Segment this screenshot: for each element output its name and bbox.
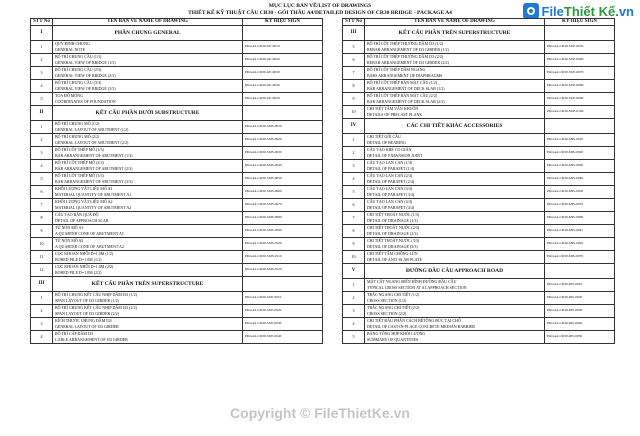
row-number: 4 <box>31 159 53 172</box>
drawing-name-cell <box>53 211 243 224</box>
section-title: PHẦN CHUNG GENERAL <box>53 25 243 40</box>
row-number: 4 <box>31 330 53 343</box>
drawing-code: PKGA4-CR30-SUB-0090 <box>243 224 323 237</box>
drawing-name-vn: KÍCH THƯỚC CHUNG DẦM I33 <box>55 318 112 323</box>
drawing-name-cell <box>365 330 545 343</box>
drawing-name-cell <box>53 263 243 276</box>
drawing-name-cell <box>53 120 243 133</box>
drawing-name-en: REBAR ARRANGEMENT OF I33 GIRDER (2/2) <box>367 59 449 65</box>
drawing-name-en: GENERAL LAYOUT OF ABUTMENT (2/2) <box>55 139 129 145</box>
drawing-name-en: CROSS SECTION (1/2) <box>367 297 407 303</box>
drawing-name-en: DETAIL OF DRAINAGE (2/3) <box>367 230 418 236</box>
section-code-cell <box>545 25 615 40</box>
drawing-code: PKGA4-CR30-SUB-0080 <box>243 211 323 224</box>
drawing-list-table-left <box>30 18 323 344</box>
drawing-name-vn: CHI TIẾT GỐI CẦU <box>367 134 401 139</box>
table-row <box>31 120 323 133</box>
drawing-name-vn: CHI TIẾT TẤM CHỐNG LÚN <box>367 251 418 256</box>
row-number: 7 <box>343 211 365 224</box>
drawing-name-cell <box>365 317 545 330</box>
row-number: 1 <box>31 40 53 53</box>
drawing-name-cell <box>365 105 545 118</box>
row-number: 4 <box>343 317 365 330</box>
drawing-code: PKGA4-CR30-GE-0040 <box>243 79 323 92</box>
row-number: 2 <box>31 133 53 146</box>
drawing-code: PKGA4-CR30-SUB-0030 <box>243 146 323 159</box>
table-row <box>343 53 615 66</box>
drawing-name-cell <box>365 133 545 146</box>
table-row <box>31 304 323 317</box>
drawing-name-cell <box>365 278 545 291</box>
drawing-code: PKGA4-CR30-SUB-0110 <box>243 250 323 263</box>
table-row <box>343 185 615 198</box>
drawing-name-en: BAR ARRANGEMENT OF ABUTMENT (1/3) <box>55 152 133 158</box>
row-number: 8 <box>343 79 365 92</box>
table-row <box>31 198 323 211</box>
table-row <box>343 250 615 263</box>
table-row <box>31 133 323 146</box>
drawing-name-en: DETAIL OF ANTI-SLAB PLATE <box>367 256 422 262</box>
column-header-stt: STT No <box>343 19 365 26</box>
drawing-code: PKGA4-CR30-RW-0040 <box>545 317 615 330</box>
table-row <box>343 172 615 185</box>
drawing-name-vn: BỐ TRÍ CHUNG KẾT CẤU NHỊP DẦM I33 (1/2) <box>55 292 137 297</box>
table-row <box>343 291 615 304</box>
drawing-name-vn: BỐ TRÍ CỐT THÉP THƯỜNG DẦM I33 (2/2) <box>367 54 444 59</box>
drawing-code: PKGA4-CR30-SUB-0040 <box>243 159 323 172</box>
drawing-name-en: A QUARTER CONE OF ABUTMENT A2 <box>55 243 124 249</box>
drawing-name-vn: BỐ TRÍ CHUNG MỐ (1/2) <box>55 121 100 126</box>
drawing-code: PKGA4-CR30-SUP-0050 <box>545 40 615 53</box>
drawing-name-cell <box>365 172 545 185</box>
drawing-name-en: DETAIL OF PARAPET (2/4) <box>367 178 415 184</box>
drawing-name-en: SPAN LAYOUT OF I33 GIRDER (1/2) <box>55 297 119 303</box>
drawing-name-en: DETAIL OF BEARING <box>367 139 406 145</box>
drawing-code: PKGA4-CR30-GE-0020 <box>243 53 323 66</box>
drawing-name-cell <box>365 291 545 304</box>
column-header-name: TÊN BẢN VẼ NAME OF DRAWING <box>53 19 243 26</box>
drawing-code: PKGA4-CR30-RW-0030 <box>545 304 615 317</box>
section-number: III <box>343 25 365 40</box>
section-code-cell <box>243 25 323 40</box>
table-row <box>31 146 323 159</box>
drawing-name-vn: CỌC KHOAN NHỒI D=1.0M (1/2) <box>55 251 114 256</box>
table-row <box>31 185 323 198</box>
drawing-code: PKGA4-CR30-MIS-0062 <box>545 237 615 250</box>
drawing-name-en: DETAIL OF DRAINAGE (1/3) <box>367 217 418 223</box>
drawing-name-vn: BỐ TRÍ CHUNG CẦU (3/3) <box>55 80 102 85</box>
drawing-name-en: BORED PILE D=1.0M (1/2) <box>55 256 102 262</box>
table-row <box>31 53 323 66</box>
table-row <box>31 250 323 263</box>
drawing-name-vn: CHI TIẾT THOÁT NƯỚC (2/3) <box>367 225 420 230</box>
drawing-code: PKGA4-CR30-MIS-0055 <box>545 198 615 211</box>
drawing-name-en: DETAIL OF APPROACH SLAB <box>55 217 109 223</box>
section-row <box>343 263 615 278</box>
drawing-name-cell <box>53 224 243 237</box>
drawing-name-vn: CẤU TẠO LAN CAN (2/4) <box>367 173 413 178</box>
drawing-name-vn: CẤU TẠO LAN CAN (3/4) <box>367 186 413 191</box>
drawing-code: PKGA4-CR30-MIS-0050 <box>545 185 615 198</box>
drawing-name-vn: BỐ TRÍ CÁP DẦM I33 <box>55 331 94 336</box>
table-row <box>31 224 323 237</box>
drawing-name-cell <box>365 66 545 79</box>
table-body-right <box>343 25 615 343</box>
drawing-code: PKGA4-CR30-SUB-0060 <box>243 185 323 198</box>
drawing-name-cell <box>53 317 243 330</box>
row-number: 6 <box>343 198 365 211</box>
row-number: 5 <box>343 330 365 343</box>
drawing-name-vn: BỐ TRÍ CỐT THÉP BẢN MẶT CẦU (1/2) <box>367 80 438 85</box>
drawing-name-vn: QUY ĐỊNH CHUNG <box>55 41 90 46</box>
drawing-code: PKGA4-CR30-GE-0030 <box>243 66 323 79</box>
drawing-name-en: GENERAL VIEW OF BRIDGE (1/3) <box>55 59 116 65</box>
row-number: 9 <box>31 224 53 237</box>
row-number: 1 <box>31 120 53 133</box>
drawing-name-vn: CẤU TẠO BẢN QUÁ ĐỘ <box>55 212 99 217</box>
drawing-name-en: BAR ARRANGEMENT OF DECK SLAB (1/2) <box>367 85 445 91</box>
drawing-code: PKGA4-CR30-SUP-0040 <box>243 330 323 343</box>
drawing-code: PKGA4-CR30-GE-0050 <box>243 92 323 105</box>
drawing-name-vn: KHỐI LƯỢNG VẬT LIỆU MỐ A1 <box>55 186 113 191</box>
drawing-code: PKGA4-CR30-MIS-0030 <box>545 159 615 172</box>
drawing-name-cell <box>53 304 243 317</box>
row-number: 3 <box>343 304 365 317</box>
drawing-name-cell <box>365 159 545 172</box>
table-row <box>31 79 323 92</box>
table-row <box>343 330 615 343</box>
row-number: 9 <box>343 92 365 105</box>
drawing-code: PKGA4-CR30-MIS-0061 <box>545 224 615 237</box>
row-number: 10 <box>343 105 365 118</box>
drawing-name-vn: TỌA ĐỘ MÓNG <box>55 93 83 98</box>
drawing-name-vn: CẤU TẠO LAN CAN (4/4) <box>367 199 413 204</box>
drawing-name-vn: BỐ TRÍ CỐT THÉP THƯỜNG DẦM I33 (1/2) <box>367 41 444 46</box>
drawing-name-vn: BỐ TRÍ CỐT THÉP BẢN MẶT CẦU (2/2) <box>367 93 438 98</box>
column-header-code: KÝ HIỆU SIGN <box>243 19 323 26</box>
row-number: 2 <box>31 53 53 66</box>
drawing-name-vn: CẤU TẠO LAN CAN (1/4) <box>367 160 413 165</box>
drawing-name-cell <box>53 159 243 172</box>
row-number: 5 <box>343 185 365 198</box>
section-title: KẾT CẤU PHẦN DƯỚI SUBSTRUCTURE <box>53 105 243 120</box>
drawing-code: PKGA4-CR30-RW-0050 <box>545 330 615 343</box>
row-number: 6 <box>343 53 365 66</box>
table-row <box>343 92 615 105</box>
drawing-name-en: DETAIL OF PARAPET (1/4) <box>367 165 415 171</box>
logo-icon <box>523 3 539 19</box>
drawing-code: PKGA4-CR30-MIS-0060 <box>545 211 615 224</box>
section-number: V <box>343 263 365 278</box>
drawing-name-cell <box>365 250 545 263</box>
drawing-code: PKGA4-CR30-SUP-0100 <box>545 105 615 118</box>
drawing-name-en: DETAIL OF CAST-IN-PLACE CONCRETE MEDIAN BARRIER <box>367 323 475 329</box>
table-row <box>343 304 615 317</box>
drawing-name-en: BARS ARRANGEMENT OF DIAPHRAGMS <box>367 72 443 78</box>
row-number: 2 <box>343 146 365 159</box>
drawing-name-en: BAR ARRANGEMENT OF ABUTMENT (2/3) <box>55 165 133 171</box>
drawing-code: PKGA4-CR30-MIS-0070 <box>545 250 615 263</box>
drawing-name-cell <box>53 40 243 53</box>
row-number: 1 <box>343 133 365 146</box>
drawing-name-cell <box>365 198 545 211</box>
drawing-name-vn: CHI TIẾT THOÁT NƯỚC (1/3) <box>367 212 420 217</box>
section-code-cell <box>243 276 323 291</box>
drawing-name-en: MATERIAL QUANTITY OF ABUTMENT A1 <box>55 191 132 197</box>
table-row <box>343 211 615 224</box>
drawing-name-cell <box>53 53 243 66</box>
table-row <box>343 278 615 291</box>
drawing-name-en: A QUARTER CONE OF ABUTMENT A1 <box>55 230 124 236</box>
document-subtitle: THIẾT KẾ KỸ THUẬT CẦU CR30 - GÓI THẦU A4/DETAILED DESIGN OF CR30 BRIDGE - PACKAGE A4 <box>188 10 452 16</box>
drawing-name-vn: CHI TIẾT TẤM VÁN KHUÔN <box>367 106 419 111</box>
drawing-code: PKGA4-CR30-SUP-0020 <box>243 304 323 317</box>
drawing-name-en: REBAR ARRANGEMENT OF I33 GIRDER (1/2) <box>367 46 449 52</box>
drawing-name-vn: BỐ TRÍ CHUNG KẾT CẤU NHỊP DẦM I33 (2/2) <box>55 305 137 310</box>
drawing-code: PKGA4-CR30-SUP-0080 <box>545 79 615 92</box>
drawing-code: PKGA4-CR30-SUB-0050 <box>243 172 323 185</box>
row-number: 4 <box>31 79 53 92</box>
section-code-cell <box>545 263 615 278</box>
table-row <box>31 330 323 343</box>
drawing-name-cell <box>53 198 243 211</box>
drawing-name-en: DETAIL OF PARAPET (4/4) <box>367 204 415 210</box>
drawing-name-cell <box>365 146 545 159</box>
table-row <box>31 237 323 250</box>
drawing-name-en: GENERAL NOTE <box>55 46 86 52</box>
drawing-name-vn: MẶT CẮT NGANG ĐIỂN HÌNH ĐƯỜNG ĐẦU CẦU <box>367 279 457 284</box>
drawing-code: PKGA4-CR30-SUB-0120 <box>243 263 323 276</box>
drawing-code: PKGA4-CR30-MIS-0040 <box>545 172 615 185</box>
drawing-name-cell <box>365 237 545 250</box>
row-number: 8 <box>343 224 365 237</box>
column-header-stt: STT No <box>31 19 53 26</box>
drawing-name-en: DETAIL OF DRAINAGE (3/3) <box>367 243 418 249</box>
drawing-code: PKGA4-CR30-SUP-0060 <box>545 53 615 66</box>
row-number: 2 <box>343 291 365 304</box>
table-row <box>343 105 615 118</box>
drawing-name-cell <box>53 92 243 105</box>
row-number: 5 <box>31 92 53 105</box>
drawing-name-cell <box>365 53 545 66</box>
row-number: 4 <box>343 172 365 185</box>
drawing-name-cell <box>53 330 243 343</box>
drawing-name-cell <box>53 237 243 250</box>
drawing-name-vn: BỐ TRÍ CỐT THÉP MỐ (3/3) <box>55 173 104 178</box>
drawing-code: PKGA4-CR30-SUB-0070 <box>243 198 323 211</box>
drawing-name-cell <box>53 172 243 185</box>
drawing-name-vn: CỌC KHOAN NHỒI D=1.0M (2/2) <box>55 264 114 269</box>
row-number: 10 <box>343 250 365 263</box>
section-code-cell <box>545 118 615 133</box>
table-row <box>31 159 323 172</box>
drawing-code: PKGA4-CR30-MIS-0020 <box>545 146 615 159</box>
row-number: 1 <box>343 278 365 291</box>
section-title: KẾT CẤU PHẦN TRÊN SUPERSTRUCTURE <box>53 276 243 291</box>
drawing-name-en: BORED PILE D=1.0M (2/2) <box>55 269 102 275</box>
table-row <box>343 198 615 211</box>
row-number: 7 <box>343 66 365 79</box>
section-row <box>343 25 615 40</box>
table-row <box>343 317 615 330</box>
drawing-name-vn: BỐ TRÍ CHUNG MỐ (2/2) <box>55 134 100 139</box>
column-header-code: KÝ HIỆU SIGN <box>545 19 615 26</box>
drawing-code: PKGA4-CR30-RW-0010 <box>545 278 615 291</box>
row-number: 3 <box>31 317 53 330</box>
drawing-name-cell <box>365 79 545 92</box>
drawing-name-vn: TRẮC NGANG CHI TIẾT (1/2) <box>367 292 420 297</box>
drawing-name-cell <box>53 291 243 304</box>
section-row <box>31 276 323 291</box>
drawing-name-vn: BỐ TRÍ CỐT THÉP DẦM NGANG <box>367 67 426 72</box>
drawing-code: PKGA4-CR30-SUB-0010 <box>243 120 323 133</box>
drawing-name-en: BAR ARRANGEMENT OF ABUTMENT (3/3) <box>55 178 133 184</box>
drawing-name-en: CROSS SECTION (2/2) <box>367 310 407 316</box>
drawing-name-vn: TRẮC NGANG CHI TIẾT (2/2) <box>367 305 420 310</box>
table-row <box>31 291 323 304</box>
row-number: 1 <box>31 291 53 304</box>
section-number: I <box>31 25 53 40</box>
drawing-name-en: BAR ARRANGEMENT OF DECK SLAB (2/2) <box>367 98 445 104</box>
table-row <box>343 146 615 159</box>
drawing-name-en: GENERAL VIEW OF BRIDGE (2/3) <box>55 72 116 78</box>
drawing-code: PKGA4-CR30-GE-0010 <box>243 40 323 53</box>
drawing-name-en: GENERAL VIEW OF BRIDGE (3/3) <box>55 85 116 91</box>
drawing-name-vn: CẤU TẠO KHE CO GIÃN <box>367 147 412 152</box>
drawing-name-vn: BẢNG TỔNG HỢP KHỐI LƯỢNG <box>367 331 426 336</box>
table-row <box>343 40 615 53</box>
row-number: 9 <box>343 237 365 250</box>
section-number: III <box>31 276 53 291</box>
drawing-name-en: CABLE ARRANGEMENT OF I33 GIRDER <box>55 336 128 342</box>
drawing-list-table-right <box>342 18 615 344</box>
row-number: 10 <box>31 237 53 250</box>
copyright-watermark: Copyright © FileThietKe.vn <box>230 405 410 421</box>
drawing-name-cell <box>365 185 545 198</box>
drawing-name-cell <box>365 304 545 317</box>
drawing-name-vn: BỐ TRÍ CHUNG CẦU (2/3) <box>55 67 102 72</box>
drawing-code: PKGA4-CR30-SUP-0030 <box>243 317 323 330</box>
drawing-name-vn: TỨ NÓN MỐ A2 <box>55 238 84 243</box>
section-number: II <box>31 105 53 120</box>
drawing-name-vn: KHỐI LƯỢNG VẬT LIỆU MỐ A2 <box>55 199 113 204</box>
table-row <box>31 263 323 276</box>
drawing-name-cell <box>53 185 243 198</box>
drawing-name-cell <box>365 40 545 53</box>
table-row <box>31 317 323 330</box>
drawing-name-en: DETAIL OF EXPANSION JOINT <box>367 152 423 158</box>
drawing-code: PKGA4-CR30-SUB-0100 <box>243 237 323 250</box>
table-row <box>343 133 615 146</box>
table-row <box>343 237 615 250</box>
row-number: 2 <box>31 304 53 317</box>
table-row <box>31 211 323 224</box>
drawing-code: PKGA4-CR30-MIS-0010 <box>545 133 615 146</box>
row-number: 3 <box>343 159 365 172</box>
drawing-code: PKGA4-CR30-SUP-0010 <box>243 291 323 304</box>
drawing-name-en: GENERAL LAYOUT OF ABUTMENT (1/2) <box>55 126 129 132</box>
drawing-name-vn: CHI TIẾT THOÁT NƯỚC (3/3) <box>367 238 420 243</box>
drawing-name-en: SPAN LAYOUT OF I33 GIRDER (2/2) <box>55 310 119 316</box>
drawing-code: PKGA4-CR30-SUP-0070 <box>545 66 615 79</box>
drawing-name-en: TYPICAL CROSS SECTION AT A1 APPROACH SECTION <box>367 284 467 290</box>
section-code-cell <box>243 105 323 120</box>
row-number: 5 <box>31 172 53 185</box>
document-title: MỤC LỤC BẢN VẼ/LIST OF DRAWINGS <box>268 3 372 9</box>
drawing-name-en: MATERIAL QUANTITY OF ABUTMENT A2 <box>55 204 132 210</box>
drawing-name-en: DETAIL OF PARAPET (3/4) <box>367 191 415 197</box>
drawing-name-en: GENERAL LAYOUT OF I33 GIRDER <box>55 323 119 329</box>
section-number: IV <box>343 118 365 133</box>
row-number: 7 <box>31 198 53 211</box>
row-number: 5 <box>343 40 365 53</box>
section-title: KẾT CẤU PHẦN TRÊN SUPERSTRUCTURE <box>365 25 545 40</box>
row-number: 8 <box>31 211 53 224</box>
drawing-name-cell <box>365 92 545 105</box>
drawing-name-cell <box>53 66 243 79</box>
drawing-name-cell <box>365 224 545 237</box>
drawing-code: PKGA4-CR30-SUP-0090 <box>545 92 615 105</box>
section-row <box>31 25 323 40</box>
drawing-name-vn: BỐ TRÍ CỐT THÉP MỐ (2/3) <box>55 160 104 165</box>
section-title: ĐƯỜNG ĐẦU CẦU APPROACH ROAD <box>365 263 545 278</box>
drawing-name-cell <box>365 211 545 224</box>
drawing-name-en: SUMMARY OF QUANTITIES <box>367 336 419 342</box>
section-row <box>343 118 615 133</box>
drawing-name-en: COORDINATES OF FOUNDATION <box>55 98 116 104</box>
table-row <box>343 66 615 79</box>
column-header-name: TÊN BẢN VẼ NAME OF DRAWING <box>365 19 545 26</box>
drawing-name-en: DETAILS OF PRECAST PLANK <box>367 111 423 117</box>
section-row <box>31 105 323 120</box>
table-row <box>31 92 323 105</box>
drawing-name-cell <box>53 250 243 263</box>
drawing-code: PKGA4-CR30-RW-0020 <box>545 291 615 304</box>
drawing-name-cell <box>53 133 243 146</box>
table-body-left <box>31 25 323 343</box>
table-row <box>343 79 615 92</box>
table-row <box>31 172 323 185</box>
drawing-name-vn: BỐ TRÍ CỐT THÉP MỐ (1/3) <box>55 147 104 152</box>
row-number: 3 <box>31 66 53 79</box>
table-row <box>31 66 323 79</box>
drawing-name-cell <box>53 79 243 92</box>
drawing-name-vn: CHI TIẾT ĐẦU PHÂN CÁCH BÊTÔNG ĐÚC TẠI CHỖ <box>367 318 461 323</box>
drawing-name-vn: BỐ TRÍ CHUNG CẦU (1/3) <box>55 54 102 59</box>
row-number: 12 <box>31 263 53 276</box>
row-number: 6 <box>31 185 53 198</box>
row-number: 11 <box>31 250 53 263</box>
drawing-code: PKGA4-CR30-SUB-0020 <box>243 133 323 146</box>
table-row <box>31 40 323 53</box>
table-row <box>343 224 615 237</box>
drawing-name-cell <box>53 146 243 159</box>
logo-text: FileThiết Kế.vn <box>541 3 634 19</box>
section-title: CÁC CHI TIẾT KHÁC ACCESSORIES <box>365 118 545 133</box>
table-row <box>343 159 615 172</box>
drawing-name-vn: TỨ NÓN MỐ A1 <box>55 225 84 230</box>
row-number: 3 <box>31 146 53 159</box>
